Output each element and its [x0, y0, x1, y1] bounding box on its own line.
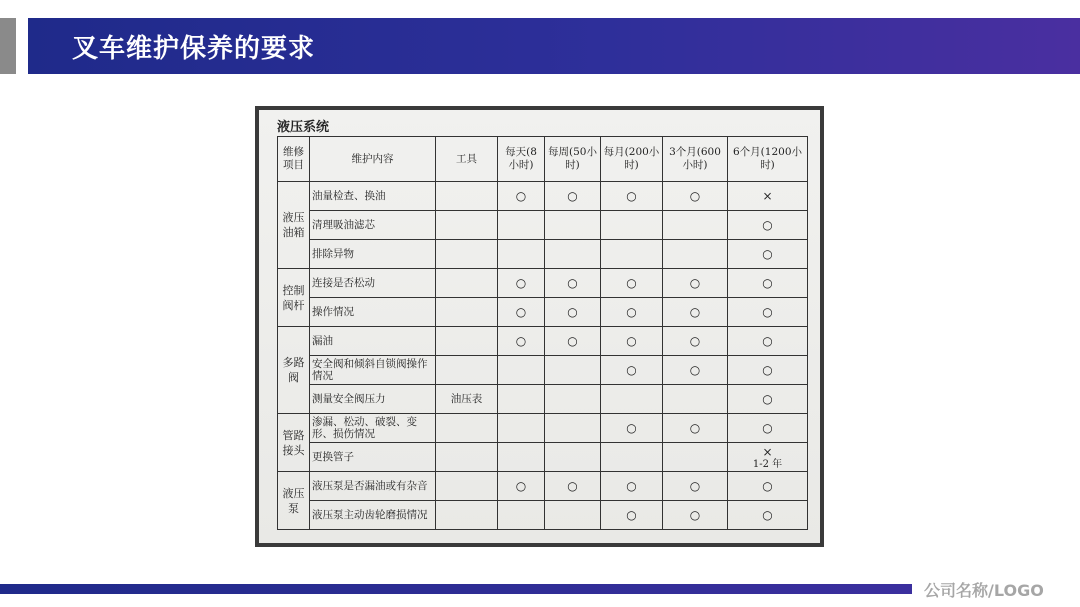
mark-cell-monthly [601, 501, 663, 530]
tool-cell [436, 211, 498, 240]
mark-cell-weekly [545, 501, 601, 530]
mark-cell-daily [498, 211, 545, 240]
content-cell: 清理吸油滤芯 [310, 211, 436, 240]
tool-cell [436, 269, 498, 298]
mark-symbol: ○ [762, 363, 773, 377]
mark-cell-monthly [601, 327, 663, 356]
mark-cell-quarterly [663, 443, 728, 472]
content-cell: 测量安全阀压力 [310, 385, 436, 414]
mark-cell-quarterly [663, 356, 728, 385]
tool-cell [436, 414, 498, 443]
mark-symbol: ○ [567, 189, 578, 203]
col-header-item: 维修项目 [278, 137, 310, 182]
mark-cell-monthly [601, 211, 663, 240]
mark-cell-quarterly [663, 385, 728, 414]
mark-symbol: ○ [515, 479, 527, 493]
mark-cell-half-year [728, 385, 808, 414]
mark-cell-half-year [728, 501, 808, 530]
mark-cell-weekly [545, 414, 601, 443]
mark-symbol: ○ [689, 305, 701, 319]
mark-cell-daily [498, 501, 545, 530]
col-header-content: 维护内容 [310, 137, 436, 182]
table-header-row [278, 137, 808, 182]
mark-symbol: ○ [626, 479, 637, 493]
mark-cell-weekly [545, 269, 601, 298]
title-bar [28, 18, 1080, 74]
mark-cell-half-year [728, 298, 808, 327]
mark-cell-quarterly [663, 182, 728, 211]
mark-cell-quarterly [663, 298, 728, 327]
mark-cell-daily [498, 298, 545, 327]
mark-cell-monthly [601, 298, 663, 327]
content-cell: 液压泵是否漏油或有杂音 [310, 472, 436, 501]
mark-symbol: ○ [762, 421, 773, 435]
table-row [278, 269, 808, 298]
mark-cell-weekly [545, 443, 601, 472]
tool-cell [436, 240, 498, 269]
mark-cell-monthly [601, 472, 663, 501]
mark-cell-quarterly [663, 472, 728, 501]
tool-cell [436, 443, 498, 472]
table-row [278, 240, 808, 269]
mark-symbol: ○ [626, 334, 637, 348]
category-cell: 管路接头 [278, 414, 310, 472]
mark-symbol: ○ [762, 276, 773, 290]
mark-symbol: ○ [762, 218, 773, 232]
mark-cell-half-year [728, 269, 808, 298]
mark-cell-daily [498, 327, 545, 356]
col-header-daily: 每天(8小时) [498, 137, 545, 182]
mark-cell-half-year [728, 182, 808, 211]
document-photo [255, 106, 824, 547]
mark-symbol: ○ [515, 305, 527, 319]
mark-cell-weekly [545, 211, 601, 240]
mark-cell-weekly [545, 327, 601, 356]
table-row [278, 414, 808, 443]
mark-cell-half-year [728, 211, 808, 240]
mark-symbol: × [762, 444, 773, 459]
content-cell: 排除异物 [310, 240, 436, 269]
mark-cell-daily [498, 269, 545, 298]
company-logo-text: 公司名称/LOGO [924, 581, 1044, 600]
mark-cell-weekly [545, 298, 601, 327]
mark-symbol: ○ [762, 305, 773, 319]
mark-symbol: ○ [762, 479, 773, 493]
mark-symbol: ○ [515, 189, 527, 203]
mark-symbol: ○ [762, 334, 773, 348]
mark-cell-daily [498, 414, 545, 443]
mark-cell-quarterly [663, 211, 728, 240]
maintenance-table [277, 136, 808, 530]
mark-cell-monthly [601, 356, 663, 385]
mark-symbol: ○ [626, 276, 637, 290]
mark-note: 1-2 年 [752, 458, 783, 470]
col-header-monthly: 每月(200小时) [601, 137, 663, 182]
mark-cell-half-year [728, 327, 808, 356]
mark-symbol: ○ [626, 421, 637, 435]
tool-cell [436, 182, 498, 211]
mark-cell-quarterly [663, 501, 728, 530]
mark-cell-weekly [545, 240, 601, 269]
mark-symbol: ○ [689, 508, 701, 522]
table-row [278, 298, 808, 327]
mark-symbol: ○ [762, 392, 773, 406]
section-title: 液压系统 [277, 120, 330, 135]
mark-cell-monthly [601, 443, 663, 472]
mark-cell-daily [498, 356, 545, 385]
mark-cell-half-year [728, 414, 808, 443]
category-cell: 控制阀杆 [278, 269, 310, 327]
mark-cell-half-year [728, 356, 808, 385]
table-row [278, 443, 808, 472]
mark-symbol: ○ [515, 276, 527, 290]
category-cell: 液压泵 [278, 472, 310, 530]
header-accent-bar [0, 18, 16, 74]
mark-symbol: ○ [567, 479, 578, 493]
table-row [278, 211, 808, 240]
tool-cell [436, 298, 498, 327]
mark-cell-half-year [728, 240, 808, 269]
content-cell: 油量检查、换油 [310, 182, 436, 211]
mark-cell-monthly [601, 182, 663, 211]
mark-symbol: ○ [567, 334, 578, 348]
tool-cell [436, 472, 498, 501]
content-cell: 更换管子 [310, 443, 436, 472]
mark-cell-monthly [601, 269, 663, 298]
category-cell: 多路阀 [278, 327, 310, 414]
col-header-quarterly: 3个月(600小时) [663, 137, 728, 182]
content-cell: 渗漏、松动、破裂、变形、损伤情况 [310, 414, 436, 443]
mark-symbol: ○ [626, 363, 637, 377]
mark-symbol: ○ [689, 334, 701, 348]
content-cell: 操作情况 [310, 298, 436, 327]
mark-symbol: ○ [626, 305, 637, 319]
content-cell: 液压泵主动齿轮磨损情况 [310, 501, 436, 530]
mark-symbol: ○ [762, 508, 773, 522]
mark-cell-daily [498, 385, 545, 414]
mark-cell-quarterly [663, 269, 728, 298]
mark-symbol: ○ [567, 276, 578, 290]
table-body [278, 182, 808, 530]
category-cell: 液压油箱 [278, 182, 310, 269]
paper-sheet [259, 110, 820, 543]
table-row [278, 327, 808, 356]
tool-cell: 油压表 [436, 385, 498, 414]
slide-title: 叉车维护保养的要求 [72, 34, 316, 64]
mark-symbol: ○ [626, 508, 637, 522]
mark-cell-weekly [545, 385, 601, 414]
mark-symbol: ○ [689, 276, 701, 290]
mark-symbol: ○ [689, 363, 701, 377]
table-row [278, 472, 808, 501]
table-row [278, 182, 808, 211]
mark-symbol: ○ [626, 189, 637, 203]
mark-symbol: ○ [515, 334, 527, 348]
table-row [278, 385, 808, 414]
tool-cell [436, 356, 498, 385]
mark-cell-monthly [601, 240, 663, 269]
mark-cell-monthly [601, 414, 663, 443]
mark-symbol: × [762, 189, 773, 203]
mark-cell-half-year [728, 443, 808, 472]
mark-cell-weekly [545, 182, 601, 211]
table-row [278, 501, 808, 530]
table-row [278, 356, 808, 385]
mark-cell-daily [498, 472, 545, 501]
mark-cell-daily [498, 182, 545, 211]
mark-cell-monthly [601, 385, 663, 414]
mark-cell-half-year [728, 472, 808, 501]
mark-symbol: ○ [689, 421, 701, 435]
mark-symbol: ○ [762, 247, 773, 261]
content-cell: 安全阀和倾斜自锁阀操作情况 [310, 356, 436, 385]
mark-cell-quarterly [663, 327, 728, 356]
tool-cell [436, 327, 498, 356]
mark-cell-daily [498, 240, 545, 269]
col-header-tool: 工具 [436, 137, 498, 182]
mark-symbol: ○ [689, 479, 701, 493]
mark-cell-weekly [545, 472, 601, 501]
mark-symbol: ○ [689, 189, 701, 203]
mark-cell-quarterly [663, 240, 728, 269]
mark-cell-weekly [545, 356, 601, 385]
mark-cell-daily [498, 443, 545, 472]
tool-cell [436, 501, 498, 530]
col-header-half-year: 6个月(1200小时) [728, 137, 808, 182]
col-header-weekly: 每周(50小时) [545, 137, 601, 182]
footer-bar [0, 584, 912, 594]
mark-cell-quarterly [663, 414, 728, 443]
content-cell: 连接是否松动 [310, 269, 436, 298]
content-cell: 漏油 [310, 327, 436, 356]
mark-symbol: ○ [567, 305, 578, 319]
